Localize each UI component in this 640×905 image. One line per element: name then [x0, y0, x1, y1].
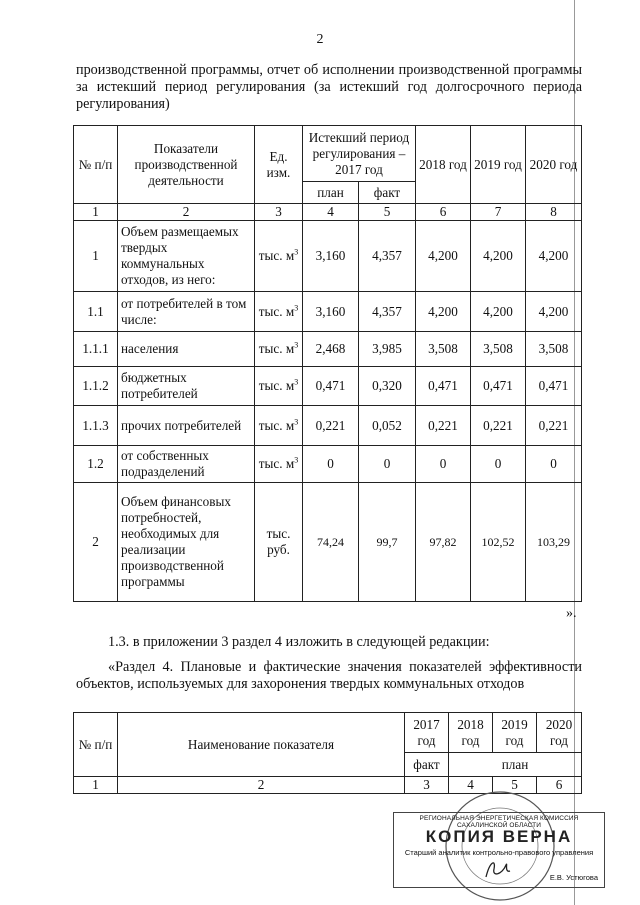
row-2019: 4,200: [471, 292, 526, 332]
row-unit: тыс. $м^3$: [255, 446, 303, 483]
header-indicator: Показатели производственной деятельности: [118, 126, 255, 204]
row-2018: 0,471: [416, 367, 471, 406]
col-number: 4: [449, 777, 493, 794]
row-2019: 3,508: [471, 332, 526, 367]
row-plan: 74,24: [303, 483, 359, 602]
table-row: [74, 292, 582, 332]
col-number: 3: [405, 777, 449, 794]
row-num: 1.1.1: [74, 332, 118, 367]
col-number: 7: [471, 204, 526, 221]
row-indicator: населения: [118, 332, 255, 367]
row-unit: тыс. $м^3$: [255, 406, 303, 446]
row-2018: 3,508: [416, 332, 471, 367]
row-plan: 2,468: [303, 332, 359, 367]
col-number: 6: [537, 777, 582, 794]
row-2020: 3,508: [526, 332, 582, 367]
table-row: [74, 483, 582, 602]
table1-colnum-row: [74, 204, 582, 221]
stamp-copy-label: КОПИЯ ВЕРНА: [425, 827, 573, 846]
table-row: [74, 332, 582, 367]
header-plan: план: [303, 182, 359, 204]
row-num: 2: [74, 483, 118, 602]
section4-text: [76, 659, 582, 693]
col-number: 2: [118, 204, 255, 221]
row-num: 1.2: [74, 446, 118, 483]
page-number: 2: [316, 32, 324, 47]
row-indicator: прочих потребителей: [118, 406, 255, 446]
header-num: № п/п: [74, 126, 118, 204]
row-2019: 102,52: [471, 483, 526, 602]
row-2020: 0,221: [526, 406, 582, 446]
col-number: 4: [303, 204, 359, 221]
row-unit: тыс. $м^3$: [255, 292, 303, 332]
table2-colnum-row: [74, 777, 582, 794]
row-num: 1: [74, 221, 118, 292]
col-number: 3: [255, 204, 303, 221]
header-name: Наименование показателя: [118, 713, 405, 777]
row-2020: 103,29: [526, 483, 582, 602]
row-2019: 0,221: [471, 406, 526, 446]
row-2020: 0,471: [526, 367, 582, 406]
table-row: [74, 406, 582, 446]
table2-header-row: [74, 713, 582, 753]
header-fact: факт: [405, 753, 449, 777]
header-fact: факт: [359, 182, 416, 204]
row-num: 1.1: [74, 292, 118, 332]
row-num: 1.1.3: [74, 406, 118, 446]
header-2017: 2017 год: [405, 713, 449, 753]
row-indicator: бюджетных потребителей: [118, 367, 255, 406]
closing-quote: ».: [566, 606, 577, 621]
header-num: № п/п: [74, 713, 118, 777]
header-2018: 2018 год: [449, 713, 493, 753]
col-number: 1: [74, 204, 118, 221]
col-number: 6: [416, 204, 471, 221]
table1-header-row: [74, 126, 582, 182]
row-unit: тыс. $м^3$: [255, 332, 303, 367]
col-number: 5: [359, 204, 416, 221]
row-2018: 4,200: [416, 221, 471, 292]
row-2020: 4,200: [526, 221, 582, 292]
table-row: [74, 446, 582, 483]
row-fact: 4,357: [359, 221, 416, 292]
header-2018: 2018 год: [416, 126, 471, 204]
header-period: Истекший период регулирования – 2017 год: [303, 126, 416, 182]
stamp-organization: РЕГИОНАЛЬНАЯ ЭНЕРГЕТИЧЕСКАЯ КОМИССИЯ САХАЛИНСКОЙ ОБЛАСТИ: [419, 815, 579, 829]
row-2018: 0: [416, 446, 471, 483]
row-2018: 4,200: [416, 292, 471, 332]
row-plan: 3,160: [303, 221, 359, 292]
row-unit: тыс. $м^3$: [255, 221, 303, 292]
efficiency-table: [73, 712, 582, 794]
header-unit: Ед. изм.: [255, 126, 303, 204]
row-num: 1.1.2: [74, 367, 118, 406]
signature-icon: [482, 857, 512, 881]
row-fact: 3,985: [359, 332, 416, 367]
header-plan: план: [449, 753, 582, 777]
table-row: [74, 367, 582, 406]
section4-text-content: «Раздел 4. Плановые и фактические значения показателей эффективности объектов, используемых для захоронения твердых коммунальных отходов: [76, 659, 582, 692]
row-fact: 4,357: [359, 292, 416, 332]
production-table: [73, 125, 582, 602]
row-fact: 0,320: [359, 367, 416, 406]
row-unit: тыс. руб.: [255, 483, 303, 602]
paragraph-1-3: 1.3. в приложении 3 раздел 4 изложить в следующей редакции:: [108, 634, 490, 650]
certification-stamp: [393, 812, 605, 888]
row-plan: 0: [303, 446, 359, 483]
col-number: 8: [526, 204, 582, 221]
col-number: 2: [118, 777, 405, 794]
intro-paragraph-text: производственной программы, отчет об исполнении производственной программы за истекший период регулирования (за истекший год долгосрочного периода регулирования): [76, 62, 582, 112]
col-number: 1: [74, 777, 118, 794]
row-fact: 0: [359, 446, 416, 483]
header-2019: 2019 год: [471, 126, 526, 204]
header-2020: 2020 год: [537, 713, 582, 753]
row-indicator: Объем размещаемых твердых коммунальных отходов, из него:: [118, 221, 255, 292]
header-2020: 2020 год: [526, 126, 582, 204]
row-plan: 0,221: [303, 406, 359, 446]
row-plan: 0,471: [303, 367, 359, 406]
row-fact: 99,7: [359, 483, 416, 602]
row-2019: 4,200: [471, 221, 526, 292]
row-2018: 97,82: [416, 483, 471, 602]
header-2019: 2019 год: [493, 713, 537, 753]
row-indicator: Объем финансовых потребностей, необходимых для реализации производственной программы: [118, 483, 255, 602]
table-row: [74, 221, 582, 292]
row-plan: 3,160: [303, 292, 359, 332]
row-2018: 0,221: [416, 406, 471, 446]
row-2019: 0: [471, 446, 526, 483]
row-indicator: от собственных подразделений: [118, 446, 255, 483]
row-2020: 4,200: [526, 292, 582, 332]
row-2020: 0: [526, 446, 582, 483]
row-fact: 0,052: [359, 406, 416, 446]
intro-paragraph: [76, 62, 582, 113]
stamp-position: Старший аналитик контрольно-правового управления: [404, 848, 594, 857]
col-number: 5: [493, 777, 537, 794]
row-indicator: от потребителей в том числе:: [118, 292, 255, 332]
stamp-name: Е.В. Устюгова: [549, 873, 598, 882]
row-2019: 0,471: [471, 367, 526, 406]
row-unit: тыс. $м^3$: [255, 367, 303, 406]
